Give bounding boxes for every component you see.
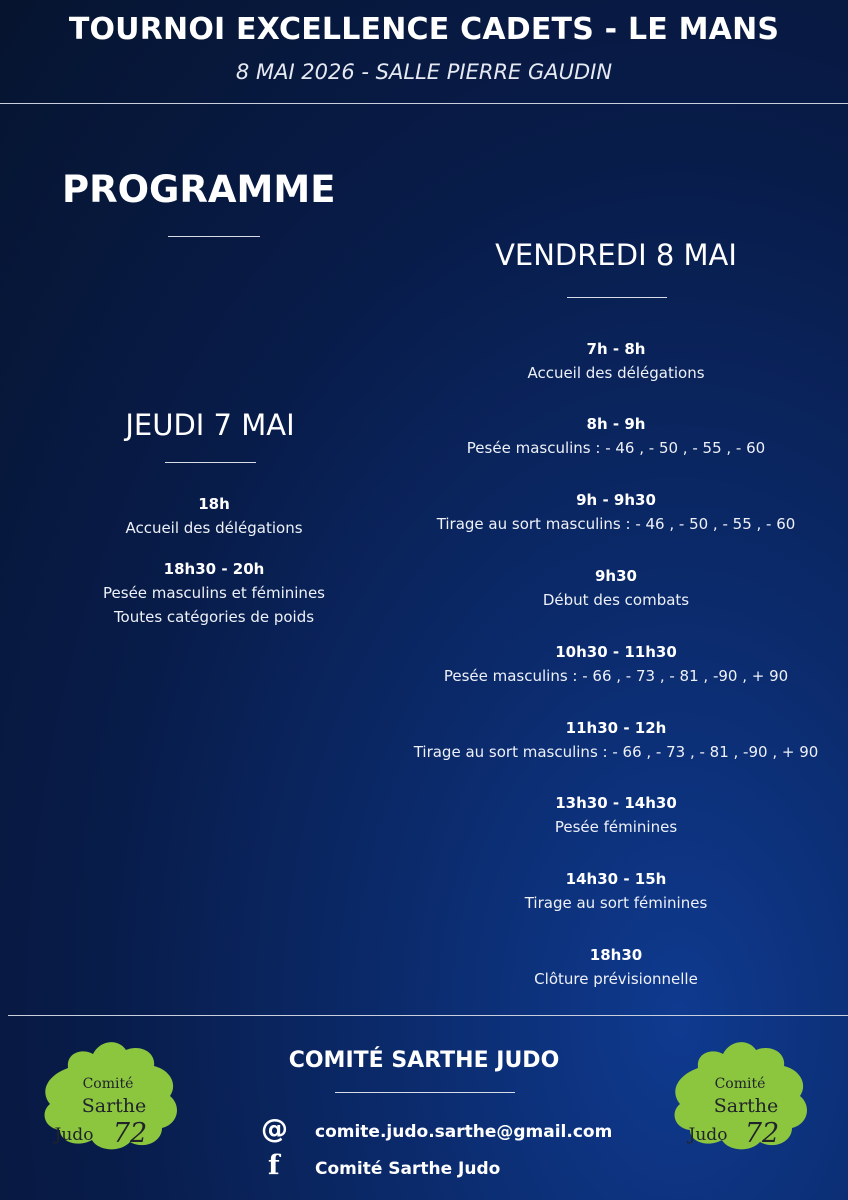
- event-title: TOURNOI EXCELLENCE CADETS - LE MANS: [68, 12, 780, 47]
- event-time: 7h - 8h: [586, 340, 646, 358]
- event-description: Accueil des délégations: [527, 364, 705, 382]
- header-divider: [0, 103, 848, 104]
- email-link[interactable]: comite.judo.sarthe@gmail.com: [315, 1122, 613, 1142]
- thursday-underline: [165, 462, 256, 463]
- event-time: 9h - 9h30: [576, 491, 656, 509]
- logo-line3: Judo: [688, 1125, 728, 1145]
- event-time: 18h30: [589, 946, 643, 964]
- friday-event: [396, 791, 836, 839]
- friday-event: [396, 640, 836, 688]
- organization-underline: [335, 1092, 515, 1093]
- programme-title: PROGRAMME: [62, 168, 336, 211]
- event-time: 10h30 - 11h30: [555, 643, 677, 661]
- friday-event: [396, 867, 836, 915]
- friday-underline: [567, 297, 667, 298]
- friday-event: [396, 337, 836, 385]
- logo-line2: Sarthe: [713, 1095, 779, 1117]
- event-time: 8h - 9h: [586, 415, 646, 433]
- event-time: 9h30: [595, 567, 637, 585]
- logo-shape: [38, 1038, 183, 1153]
- friday-event: [396, 716, 836, 764]
- event-time: 11h30 - 12h: [565, 719, 667, 737]
- logo-line1: Comité: [714, 1076, 766, 1092]
- friday-event: [396, 564, 836, 612]
- friday-event: [396, 488, 836, 536]
- friday-event: [396, 943, 836, 991]
- event-description: Pesée féminines: [554, 818, 678, 836]
- thursday-event: [60, 557, 368, 629]
- friday-heading: VENDREDI 8 MAI: [495, 238, 737, 272]
- event-description: Pesée masculins : - 46 , - 50 , - 55 , - 60: [466, 439, 766, 457]
- event-description: Début des combats: [542, 591, 690, 609]
- logo-shape: [668, 1038, 813, 1153]
- logo-line1: Comité: [82, 1076, 134, 1092]
- event-description: Accueil des délégations: [125, 519, 303, 537]
- thursday-heading: JEUDI 7 MAI: [125, 408, 295, 442]
- logo-number: 72: [112, 1118, 148, 1149]
- logo-number: 72: [744, 1118, 780, 1149]
- friday-event: [396, 412, 836, 460]
- event-description: Tirage au sort féminines: [524, 894, 708, 912]
- event-description: Tirage au sort masculins : - 66 , - 73 , - 81 , -90 , + 90: [413, 743, 819, 761]
- comite-logo-right: [668, 1038, 813, 1153]
- comite-logo-left: [38, 1038, 183, 1153]
- organization-name: COMITÉ SARTHE JUDO: [288, 1048, 560, 1073]
- event-description: Pesée masculins : - 66 , - 73 , - 81 , -90 , + 90: [443, 667, 789, 685]
- event-time: 13h30 - 14h30: [555, 794, 677, 812]
- at-icon: @: [261, 1114, 288, 1145]
- logo-line3: Judo: [54, 1125, 94, 1145]
- facebook-link[interactable]: Comité Sarthe Judo: [315, 1159, 501, 1179]
- event-description: Tirage au sort masculins : - 46 , - 50 , - 55 , - 60: [436, 515, 796, 533]
- thursday-event: [60, 492, 368, 540]
- event-time: 14h30 - 15h: [565, 870, 667, 888]
- event-description: Toutes catégories de poids: [113, 608, 315, 626]
- facebook-icon: f: [268, 1150, 280, 1181]
- programme-underline: [168, 236, 260, 237]
- logo-line2: Sarthe: [81, 1095, 147, 1117]
- event-time: 18h30 - 20h: [163, 560, 265, 578]
- footer-divider: [8, 1015, 848, 1016]
- event-subtitle: 8 MAI 2026 - SALLE PIERRE GAUDIN: [235, 60, 613, 84]
- event-description: Clôture prévisionnelle: [534, 970, 698, 988]
- event-time: 18h: [198, 495, 230, 513]
- event-description: Pesée masculins et féminines: [103, 584, 325, 602]
